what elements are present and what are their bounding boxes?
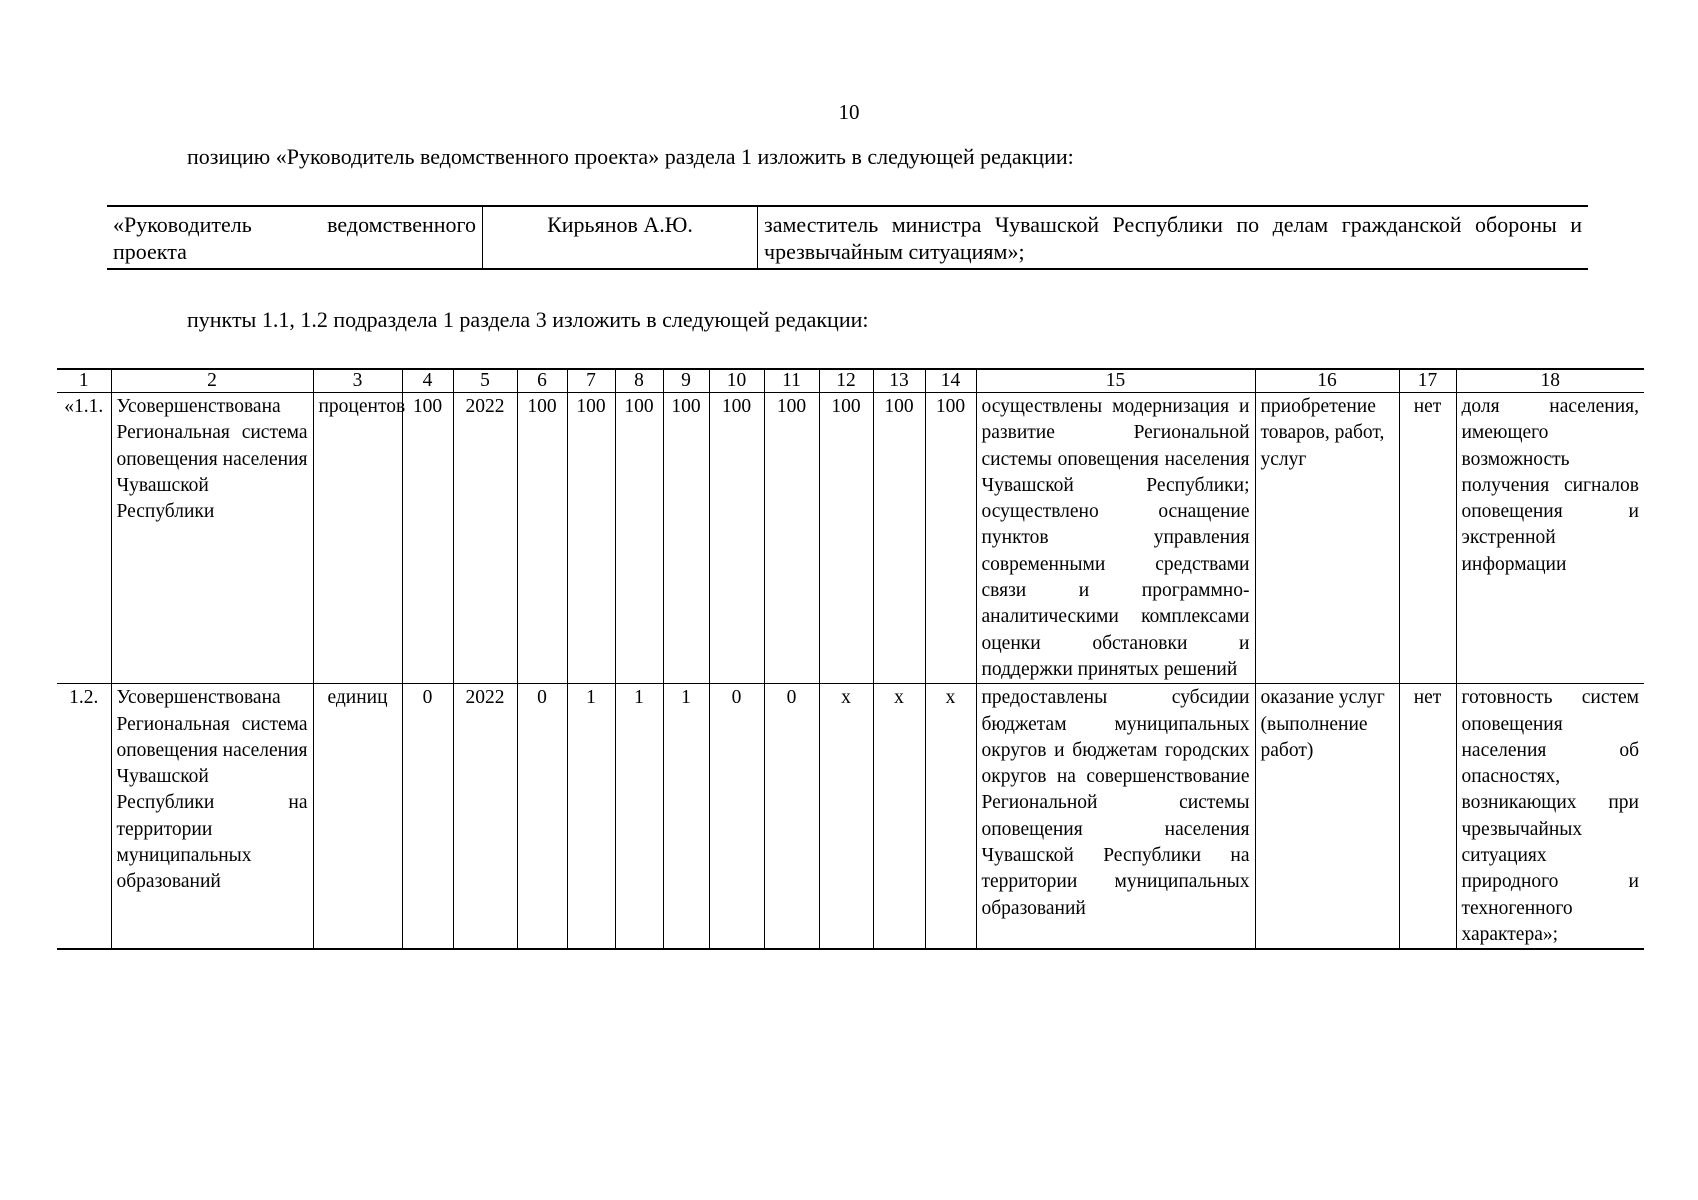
- project-manager-row: [107, 206, 1588, 269]
- value-col-6: 100: [517, 393, 567, 684]
- column-header: 12: [819, 369, 873, 393]
- value-col-14: х: [925, 684, 976, 949]
- results-table: [57, 368, 1644, 950]
- column-header: 16: [1255, 369, 1399, 393]
- table-header-row: [57, 369, 1644, 393]
- value-col-7: 100: [567, 393, 615, 684]
- value-col-8: 1: [615, 684, 663, 949]
- project-manager-table: [107, 205, 1588, 270]
- manager-name-cell: Кирьянов А.Ю.: [483, 206, 758, 269]
- result-characteristic: предоставлены субсидии бюджетам муниципальных округов и бюджетам городских округов на совершенствование Региональной системы оповещения населения Чувашской Республики на территории муниципальных образований: [976, 684, 1255, 949]
- unit-of-measure: единиц: [313, 684, 402, 949]
- unit-of-measure: процентов: [313, 393, 402, 684]
- value-col-13: 100: [873, 393, 925, 684]
- result-name: Усовершенствована Региональная система оповещения населения Чувашской Республики: [111, 393, 313, 684]
- column-header: 8: [615, 369, 663, 393]
- page-number: 10: [838, 100, 860, 124]
- column-header: 3: [313, 369, 402, 393]
- base-year: 2022: [453, 684, 517, 949]
- column-header: 2: [111, 369, 313, 393]
- manager-role-line2: проекта: [113, 239, 187, 264]
- column-header: 6: [517, 369, 567, 393]
- value-col-10: 0: [709, 684, 764, 949]
- column-header: 9: [663, 369, 709, 393]
- result-name: Усовершенствована Региональная система оповещения населения Чувашской Республики на территории муниципальных образований: [111, 684, 313, 949]
- value-col-9: 100: [663, 393, 709, 684]
- column-header: 17: [1399, 369, 1456, 393]
- column-header: 4: [402, 369, 453, 393]
- result-type: приобретение товаров, работ, услуг: [1255, 393, 1399, 684]
- linked-indicator: доля населения, имеющего возможность получения сигналов оповещения и экстренной информации: [1456, 393, 1644, 684]
- value-col-11: 100: [764, 393, 819, 684]
- value-col-12: 100: [819, 393, 873, 684]
- row-number: 1.2.: [57, 684, 111, 949]
- result-flag: нет: [1399, 684, 1456, 949]
- column-header: 13: [873, 369, 925, 393]
- table-row-1-1: [57, 393, 1644, 684]
- value-col-10: 100: [709, 393, 764, 684]
- column-header: 18: [1456, 369, 1644, 393]
- value-col-14: 100: [925, 393, 976, 684]
- value-col-8: 100: [615, 393, 663, 684]
- amendment-paragraph-1: позицию «Руководитель ведомственного проекта» раздела 1 изложить в следующей редакции:: [187, 144, 1074, 169]
- base-year: 2022: [453, 393, 517, 684]
- column-header: 14: [925, 369, 976, 393]
- column-header: 5: [453, 369, 517, 393]
- value-col-12: х: [819, 684, 873, 949]
- manager-role-line1: «Руководитель ведомственного: [113, 212, 476, 237]
- value-col-13: х: [873, 684, 925, 949]
- base-value: 0: [402, 684, 453, 949]
- column-header: 11: [764, 369, 819, 393]
- column-header: 1: [57, 369, 111, 393]
- value-col-6: 0: [517, 684, 567, 949]
- row-number: «1.1.: [57, 393, 111, 684]
- result-type: оказание услуг (выполнение работ): [1255, 684, 1399, 949]
- manager-role-cell: [107, 206, 483, 269]
- amendment-paragraph-2: пункты 1.1, 1.2 подраздела 1 раздела 3 изложить в следующей редакции:: [187, 307, 869, 332]
- value-col-7: 1: [567, 684, 615, 949]
- column-header: 7: [567, 369, 615, 393]
- column-header: 15: [976, 369, 1255, 393]
- result-characteristic: осуществлены модернизация и развитие Региональной системы оповещения населения Чувашской Республики; осуществлено оснащение пунктов управления современными средствами связи и программно-аналитическими комплексами оценки обстановки и поддержки принятых решений: [976, 393, 1255, 684]
- linked-indicator: готовность систем оповещения населения об опасностях, возникающих при чрезвычайных ситуациях природного и техногенного характера»;: [1456, 684, 1644, 949]
- result-flag: нет: [1399, 393, 1456, 684]
- base-value: 100: [402, 393, 453, 684]
- manager-position-cell: заместитель министра Чувашской Республики по делам гражданской обороны и чрезвычайным ситуациям»;: [758, 206, 1589, 269]
- value-col-9: 1: [663, 684, 709, 949]
- table-row-1-2: [57, 684, 1644, 949]
- column-header: 10: [709, 369, 764, 393]
- value-col-11: 0: [764, 684, 819, 949]
